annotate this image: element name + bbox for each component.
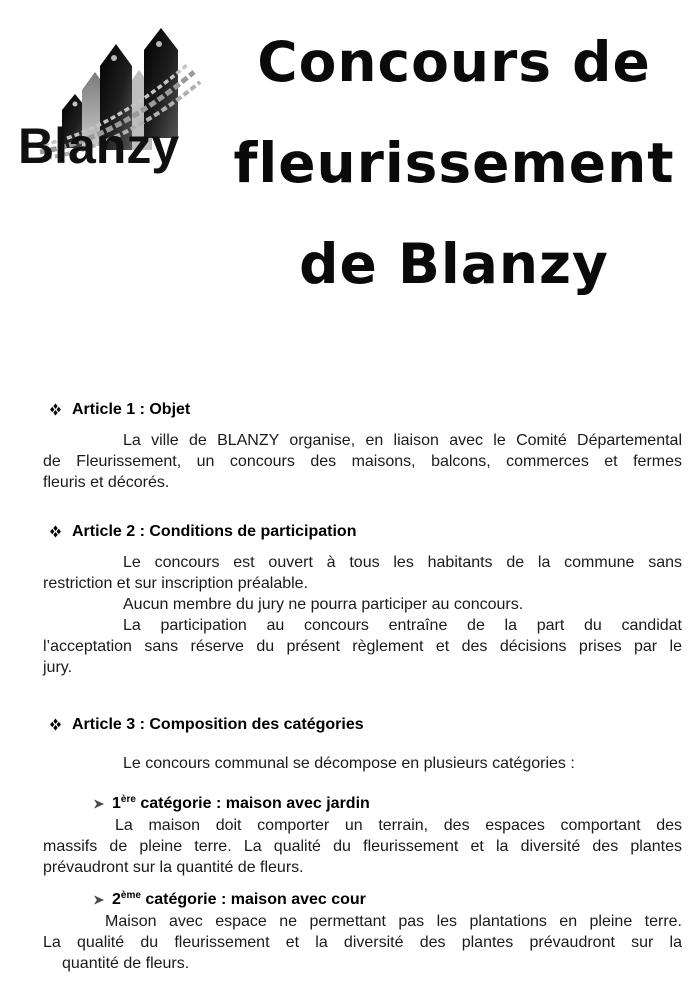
- paragraph-line: restriction et sur inscription préalable.: [43, 575, 309, 592]
- article3-heading-text: Article 3 : Composition des catégories: [72, 716, 364, 733]
- category1-heading: [43, 793, 682, 814]
- title-line-2: fleurissement: [233, 131, 675, 195]
- paragraph-line: quantité de fleurs.: [62, 955, 190, 972]
- title-line-3: de Blanzy: [299, 232, 609, 296]
- article3-heading: [43, 714, 682, 735]
- paragraph-line: La ville de BLANZY organise, en liaison avec le Comité Départemental: [123, 432, 682, 449]
- paragraph-line: Le concours communal se décompose en plusieurs catégories :: [123, 755, 575, 772]
- article3-intro: [43, 753, 682, 774]
- category1-label: catégorie : maison avec jardin: [135, 795, 370, 812]
- logo-text: Blanzy: [18, 118, 180, 174]
- paragraph-line: de Fleurissement, un concours des maisons, balcons, commerces et fermes: [43, 453, 682, 470]
- paragraph-line: La participation au concours entraîne de la part du candidat: [123, 617, 682, 634]
- document-title: [215, 12, 693, 315]
- article1-heading-text: Article 1 : Objet: [72, 401, 191, 418]
- paragraph-line: Maison avec espace ne permettant pas les plantations en pleine terre.: [105, 913, 682, 930]
- paragraph-line: prévaudront sur la quantité de fleurs.: [43, 859, 304, 876]
- blanzy-logo: [12, 10, 207, 175]
- diamond-bullet-icon: [49, 525, 62, 538]
- category2-ordinal: ème: [120, 890, 141, 901]
- diamond-bullet-icon: [49, 718, 62, 731]
- article1-paragraph: [43, 430, 682, 493]
- article1-heading: [43, 399, 682, 420]
- paragraph-line: jury.: [43, 659, 73, 676]
- article2-heading-text: Article 2 : Conditions de participation: [72, 523, 357, 540]
- article2-heading: [43, 521, 682, 542]
- blanzy-crystals-icon: [12, 10, 207, 175]
- category2-heading: [43, 889, 682, 910]
- paragraph-line: La qualité du fleurissement et la diversité des plantes prévaudront sur la: [43, 934, 682, 951]
- category2-label: catégorie : maison avec cour: [140, 891, 366, 908]
- paragraph-line: massifs de pleine terre. La qualité du fleurissement et la diversité des plantes: [43, 838, 682, 855]
- category1-number: 1: [112, 795, 121, 812]
- paragraph-line: Le concours est ouvert à tous les habitants de la commune sans: [123, 554, 682, 571]
- arrow-bullet-icon: [93, 798, 105, 810]
- document-body: [43, 399, 682, 974]
- title-line-1: Concours de: [257, 30, 651, 94]
- category2-paragraph: [43, 911, 682, 974]
- paragraph-line: fleuris et décorés.: [43, 474, 170, 491]
- paragraph-line: Aucun membre du jury ne pourra participer au concours.: [123, 596, 524, 613]
- category2-number: 2: [112, 891, 121, 908]
- paragraph-line: l’acceptation sans réserve du présent règlement et des décisions prises par le: [43, 638, 682, 655]
- paragraph-line: La maison doit comporter un terrain, des espaces comportant des: [115, 817, 682, 834]
- diamond-bullet-icon: [49, 403, 62, 416]
- category1-paragraph: [43, 815, 682, 878]
- arrow-bullet-icon: [93, 894, 105, 906]
- category1-ordinal: ère: [120, 794, 136, 805]
- article2-paragraphs: [43, 552, 682, 678]
